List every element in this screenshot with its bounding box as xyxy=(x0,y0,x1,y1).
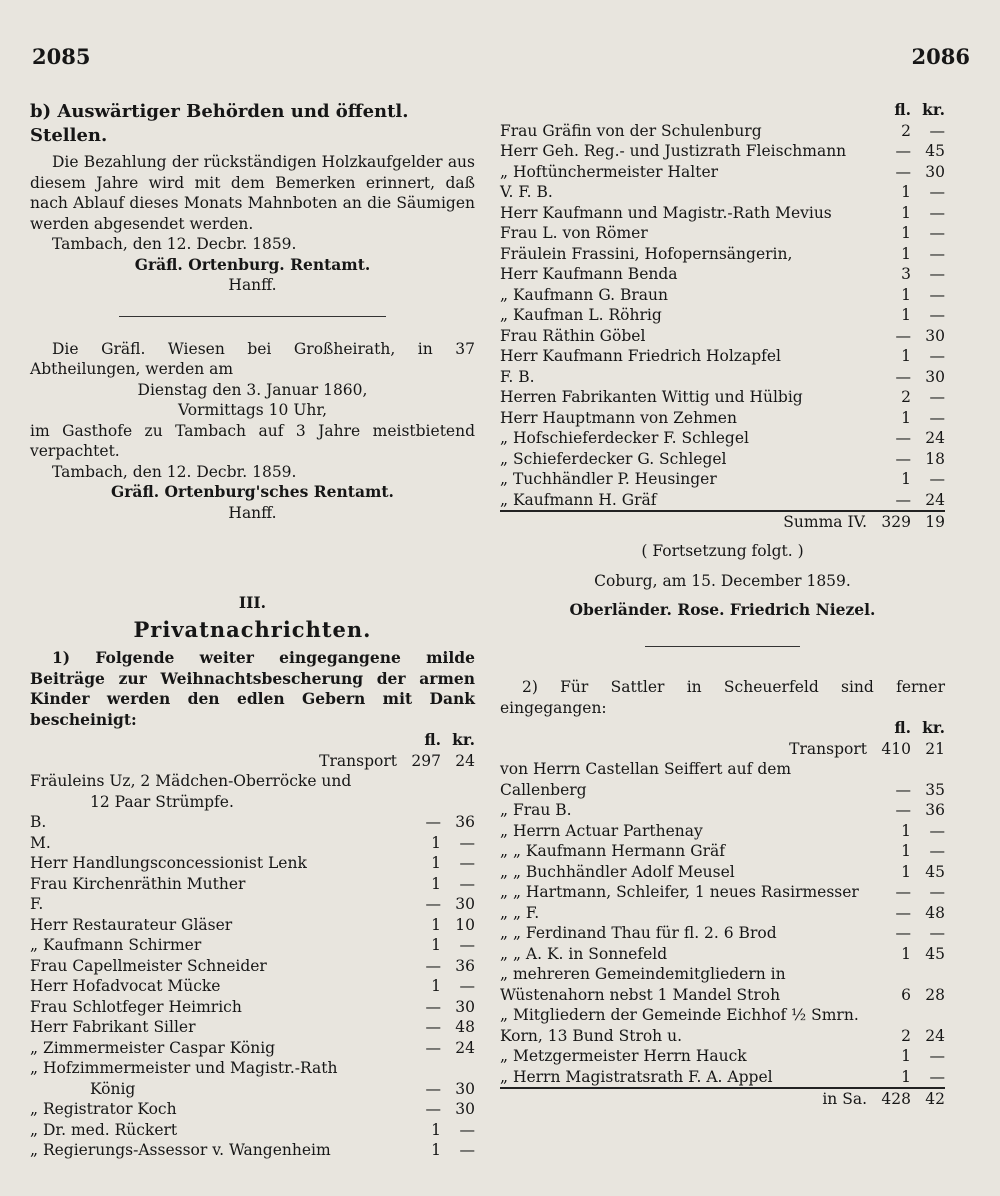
entry-label: „ „ Ferdinand Thau für fl. 2. 6 Brod xyxy=(500,924,777,942)
list-item xyxy=(30,997,475,1018)
list-item xyxy=(30,956,475,977)
list-item xyxy=(500,121,945,142)
summa-kr: 19 xyxy=(925,513,945,531)
entry-label: Fräuleins Uz, 2 Mädchen-Oberröcke und xyxy=(30,772,352,790)
total-row xyxy=(500,1087,945,1110)
list-item xyxy=(500,490,945,511)
entry-label: „ Herrn Actuar Parthenay xyxy=(500,821,703,840)
entry-kr: 24 xyxy=(925,429,945,447)
list-item xyxy=(500,862,945,883)
signatories: Oberländer. Rose. Friedrich Niezel. xyxy=(569,599,876,619)
entry-label: Frau Schlotfeger Heimrich xyxy=(30,997,242,1016)
transport-row xyxy=(30,751,475,772)
list-item xyxy=(500,821,945,842)
entry-fl: — xyxy=(895,142,911,160)
entry-kr: — xyxy=(929,842,945,860)
currency-header xyxy=(30,730,475,751)
entry-fl: 1 xyxy=(901,408,911,427)
entry-fl: 2 xyxy=(901,1026,911,1045)
entry-kr: — xyxy=(929,203,945,222)
left-column xyxy=(30,100,475,1161)
list-item xyxy=(500,244,945,265)
entry-kr: — xyxy=(929,347,945,365)
currency-kr: kr. xyxy=(922,718,945,737)
notice-signature: Hanff. xyxy=(228,503,277,522)
entry-fl: 6 xyxy=(901,985,911,1004)
entry-kr: — xyxy=(459,977,475,995)
entry-kr: — xyxy=(929,224,945,242)
transport-kr: 24 xyxy=(455,751,475,770)
entry-kr: 35 xyxy=(925,780,945,799)
entry-label: „ Frau B. xyxy=(500,801,572,819)
entry-label: „ Hofschieferdecker F. Schlegel xyxy=(500,429,749,447)
list-intro: 2) Für Sattler in Scheuerfeld sind ferner eingegangen: xyxy=(500,678,945,717)
entry-fl: — xyxy=(895,449,911,468)
entry-kr: — xyxy=(459,1141,475,1159)
notice-office: Gräfl. Ortenburg'sches Rentamt. xyxy=(111,482,394,501)
entry-label: „ Zimmermeister Caspar König xyxy=(30,1038,276,1057)
entry-kr: 30 xyxy=(925,367,945,386)
notice-text: Die Bezahlung der rückständigen Holzkaufgelder aus diesem Jahre wird mit dem Bemerken erinnert, daß nach Ablauf dieses Monats Mahnboten an die Säumigen werden abgesendet werden. xyxy=(30,153,475,233)
entry-label: Herr Kaufmann Friedrich Holzapfel xyxy=(500,347,781,365)
entry-kr: 10 xyxy=(455,915,475,934)
currency-fl: fl. xyxy=(424,730,441,749)
notice-office: Gräfl. Ortenburg. Rentamt. xyxy=(134,254,371,274)
list-item xyxy=(500,800,945,821)
list-item xyxy=(500,944,945,965)
entry-label: „ Metzgermeister Herrn Hauck xyxy=(500,1047,747,1065)
summa-fl: 329 xyxy=(881,513,911,531)
list-item xyxy=(30,874,475,895)
entry-label: Herr Handlungsconcessionist Lenk xyxy=(30,854,307,872)
entry-fl: 1 xyxy=(901,285,911,304)
entry-label: „ „ Buchhändler Adolf Meusel xyxy=(500,862,735,881)
list-item xyxy=(30,1017,475,1038)
entry-kr: — xyxy=(459,936,475,954)
entry-fl: — xyxy=(425,895,441,913)
donation-list xyxy=(500,759,945,1087)
list-item xyxy=(500,182,945,203)
entry-kr: 30 xyxy=(455,997,475,1016)
entry-fl: 1 xyxy=(431,1120,441,1139)
section-title: Privatnachrichten. xyxy=(133,616,372,642)
entry-kr: — xyxy=(459,874,475,893)
currency-kr: kr. xyxy=(452,730,475,749)
list-item xyxy=(500,964,945,1005)
entry-kr: 48 xyxy=(925,903,945,922)
entry-fl: 2 xyxy=(901,121,911,140)
page-number-left: 2085 xyxy=(32,44,91,69)
currency-header xyxy=(500,718,945,739)
entry-label: „ Hoftünchermeister Halter xyxy=(500,162,719,181)
entry-fl: 1 xyxy=(431,854,441,872)
currency-fl: fl. xyxy=(894,100,911,119)
entry-fl: — xyxy=(425,1100,441,1118)
entry-fl: — xyxy=(425,813,441,831)
entry-fl: — xyxy=(895,326,911,345)
list-item xyxy=(500,903,945,924)
entry-kr: 30 xyxy=(455,895,475,913)
entry-fl: 1 xyxy=(431,833,441,852)
entry-kr: — xyxy=(929,244,945,263)
entry-kr: 28 xyxy=(925,985,945,1004)
entry-fl: 1 xyxy=(901,1067,911,1086)
list-item xyxy=(30,853,475,874)
entry-label: Herr Kaufmann Benda xyxy=(500,265,678,283)
entry-fl: — xyxy=(425,1038,441,1057)
transport-fl: 297 xyxy=(411,751,441,770)
entry-label: „ „ F. xyxy=(500,903,540,922)
divider xyxy=(119,316,386,317)
transport-kr: 21 xyxy=(925,739,945,758)
list-item xyxy=(500,428,945,449)
entry-label: Frau L. von Römer xyxy=(500,224,648,242)
entry-label: F. B. xyxy=(500,367,535,386)
list-item xyxy=(500,162,945,183)
entry-fl: 1 xyxy=(431,977,441,995)
entry-kr: 18 xyxy=(925,449,945,468)
divider xyxy=(645,646,801,647)
entry-fl: 1 xyxy=(901,862,911,881)
entry-kr: 45 xyxy=(925,142,945,160)
entry-fl: 1 xyxy=(431,1141,441,1159)
entry-kr: 48 xyxy=(455,1018,475,1036)
section-number: III. xyxy=(238,593,267,612)
continuation-note: ( Fortsetzung folgt. ) xyxy=(641,541,804,560)
list-item xyxy=(500,141,945,162)
entry-label: König xyxy=(90,1079,136,1098)
entry-fl: 1 xyxy=(901,347,911,365)
entry-kr: — xyxy=(929,1067,945,1086)
transport-row xyxy=(500,739,945,760)
currency-header xyxy=(500,100,945,121)
list-item xyxy=(30,1058,475,1079)
entry-label: 12 Paar Strümpfe. xyxy=(90,792,234,811)
entry-label: „ „ Kaufmann Hermann Gräf xyxy=(500,842,725,860)
entry-kr: — xyxy=(929,924,945,942)
transport-fl: 410 xyxy=(881,739,911,758)
auction-time: Vormittags 10 Uhr, xyxy=(178,401,327,419)
summa-label: Summa IV. xyxy=(783,513,867,531)
entry-label: „ Herrn Magistratsrath F. A. Appel xyxy=(500,1067,773,1086)
list-item xyxy=(500,223,945,244)
list-intro: 1) Folgende weiter eingegangene milde Beiträge zur Weihnachtsbescherung der armen Kinder werden den edlen Gebern mit Dank bescheinigt: xyxy=(30,648,475,729)
entry-kr: — xyxy=(929,1047,945,1065)
entry-kr: — xyxy=(929,306,945,324)
entry-label: „ mehreren Gemeindemitgliedern in Wüstenahorn nebst 1 Mandel Stroh xyxy=(500,965,786,1004)
entry-fl: 1 xyxy=(901,244,911,263)
list-item xyxy=(30,935,475,956)
entry-label: „ Hofzimmermeister und Magistr.-Rath xyxy=(30,1059,338,1077)
entry-label: Herr Kaufmann und Magistr.-Rath Mevius xyxy=(500,203,832,222)
transport-label: Transport xyxy=(319,751,397,770)
list-item xyxy=(500,408,945,429)
entry-fl: 1 xyxy=(431,936,441,954)
list-item xyxy=(500,1046,945,1067)
entry-label: „ Dr. med. Rückert xyxy=(30,1120,178,1139)
donation-list xyxy=(30,771,475,1161)
entry-fl: — xyxy=(425,956,441,975)
list-item xyxy=(500,326,945,347)
section-heading: b) Auswärtiger Behörden und öffentl. Stellen. xyxy=(30,101,409,146)
entry-fl: — xyxy=(895,924,911,942)
entry-kr: — xyxy=(929,470,945,488)
list-item xyxy=(500,1005,945,1046)
entry-kr: — xyxy=(929,121,945,140)
entry-label: „ Registrator Koch xyxy=(30,1100,177,1118)
page-number-right: 2086 xyxy=(911,44,970,69)
entry-kr: — xyxy=(929,408,945,427)
list-item xyxy=(500,882,945,903)
entry-fl: 1 xyxy=(901,1047,911,1065)
entry-kr: — xyxy=(459,833,475,852)
notice-signature: Hanff. xyxy=(228,276,277,294)
entry-fl: 1 xyxy=(901,306,911,324)
list-item xyxy=(500,387,945,408)
list-item xyxy=(30,976,475,997)
entry-kr: 30 xyxy=(455,1100,475,1118)
entry-kr: — xyxy=(459,1120,475,1139)
entry-fl: 1 xyxy=(431,874,441,893)
list-item xyxy=(30,894,475,915)
entry-label: „ „ Hartmann, Schleifer, 1 neues Rasirmesser xyxy=(500,883,859,901)
entry-fl: 1 xyxy=(901,203,911,222)
list-item xyxy=(30,1120,475,1141)
list-item xyxy=(30,1140,475,1161)
list-item xyxy=(30,915,475,936)
entry-label: Frau Capellmeister Schneider xyxy=(30,956,267,975)
entry-fl: — xyxy=(895,903,911,922)
entry-fl: 1 xyxy=(901,224,911,242)
list-item xyxy=(30,1079,475,1100)
notice-text: im Gasthofe zu Tambach auf 3 Jahre meistbietend verpachtet. xyxy=(30,421,475,460)
entry-kr: 30 xyxy=(925,326,945,345)
entry-fl: — xyxy=(425,997,441,1016)
entry-kr: — xyxy=(929,285,945,304)
list-item xyxy=(30,812,475,833)
entry-kr: 30 xyxy=(925,162,945,181)
notice-text: Die Gräfl. Wiesen bei Großheirath, in 37 Abtheilungen, werden am xyxy=(30,339,475,378)
list-item xyxy=(500,264,945,285)
entry-label: Frau Räthin Göbel xyxy=(500,326,646,345)
summa-row xyxy=(500,510,945,533)
transport-label: Transport xyxy=(789,739,867,758)
list-item xyxy=(500,759,945,800)
entry-fl: — xyxy=(895,490,911,509)
auction-date: Dienstag den 3. Januar 1860, xyxy=(137,380,368,399)
entry-label: „ Mitgliedern der Gemeinde Eichhof ½ Smrn. Korn, 13 Bund Stroh u. xyxy=(500,1006,859,1045)
entry-label: Fräulein Frassini, Hofopernsängerin, xyxy=(500,244,793,263)
entry-label: M. xyxy=(30,833,51,852)
entry-kr: — xyxy=(929,183,945,201)
entry-fl: — xyxy=(895,801,911,819)
entry-label: Herr Hauptmann von Zehmen xyxy=(500,408,737,427)
entry-label: „ Regierungs-Assessor v. Wangenheim xyxy=(30,1141,331,1159)
list-item xyxy=(500,923,945,944)
entry-label: Herr Hofadvocat Mücke xyxy=(30,977,221,995)
currency-fl: fl. xyxy=(894,718,911,737)
entry-label: Herr Geh. Reg.- und Justizrath Fleischmann xyxy=(500,142,847,160)
entry-fl: 1 xyxy=(901,183,911,201)
total-kr: 42 xyxy=(925,1090,945,1108)
entry-label: V. F. B. xyxy=(500,183,553,201)
entry-label: F. xyxy=(30,895,44,913)
entry-kr: 24 xyxy=(455,1038,475,1057)
donation-list xyxy=(500,121,945,511)
entry-label: „ Kaufmann Schirmer xyxy=(30,936,202,954)
entry-fl: — xyxy=(895,780,911,799)
entry-kr: 45 xyxy=(925,944,945,963)
list-item xyxy=(500,1067,945,1088)
entry-label: von Herrn Castellan Seiffert auf dem Callenberg xyxy=(500,760,792,799)
entry-kr: — xyxy=(929,388,945,406)
entry-fl: 2 xyxy=(901,388,911,406)
entry-fl: — xyxy=(425,1018,441,1036)
right-column xyxy=(500,100,945,1110)
entry-fl: 1 xyxy=(901,470,911,488)
entry-kr: 45 xyxy=(925,862,945,881)
currency-kr: kr. xyxy=(922,100,945,119)
entry-kr: — xyxy=(929,883,945,901)
entry-label: Frau Gräfin von der Schulenburg xyxy=(500,121,762,140)
list-item xyxy=(500,203,945,224)
list-item xyxy=(500,841,945,862)
list-item xyxy=(30,1038,475,1059)
entry-label: „ Kaufmann G. Braun xyxy=(500,285,669,304)
list-item xyxy=(30,792,475,813)
list-item xyxy=(500,346,945,367)
entry-kr: — xyxy=(929,821,945,840)
list-item xyxy=(500,469,945,490)
entry-label: B. xyxy=(30,813,47,831)
entry-kr: — xyxy=(459,854,475,872)
list-item xyxy=(30,771,475,792)
entry-kr: 30 xyxy=(455,1079,475,1098)
entry-fl: 1 xyxy=(901,944,911,963)
entry-fl: 3 xyxy=(901,265,911,283)
notice-place-date: Tambach, den 12. Decbr. 1859. xyxy=(52,462,297,481)
entry-fl: — xyxy=(425,1079,441,1098)
place-date: Coburg, am 15. December 1859. xyxy=(594,572,851,590)
list-item xyxy=(500,367,945,388)
list-item xyxy=(500,305,945,326)
list-item xyxy=(30,1099,475,1120)
entry-kr: 24 xyxy=(925,1026,945,1045)
entry-kr: 36 xyxy=(455,813,475,831)
list-item xyxy=(500,449,945,470)
total-fl: 428 xyxy=(881,1090,911,1108)
entry-label: „ „ A. K. in Sonnefeld xyxy=(500,944,668,963)
entry-fl: 1 xyxy=(901,821,911,840)
notice-place-date: Tambach, den 12. Decbr. 1859. xyxy=(52,235,297,253)
entry-fl: 1 xyxy=(431,915,441,934)
entry-kr: 24 xyxy=(925,490,945,509)
list-item xyxy=(30,833,475,854)
total-label: in Sa. xyxy=(822,1090,867,1108)
list-item xyxy=(500,285,945,306)
entry-kr: — xyxy=(929,265,945,283)
entry-fl: — xyxy=(895,429,911,447)
entry-fl: — xyxy=(895,367,911,386)
entry-label: Herr Fabrikant Siller xyxy=(30,1018,196,1036)
entry-label: Herren Fabrikanten Wittig und Hülbig xyxy=(500,388,803,406)
entry-label: Frau Kirchenräthin Muther xyxy=(30,874,246,893)
entry-label: „ Kaufman L. Röhrig xyxy=(500,306,662,324)
entry-fl: — xyxy=(895,883,911,901)
entry-fl: 1 xyxy=(901,842,911,860)
entry-kr: 36 xyxy=(925,801,945,819)
entry-fl: — xyxy=(895,162,911,181)
entry-kr: 36 xyxy=(455,956,475,975)
entry-label: „ Tuchhändler P. Heusinger xyxy=(500,470,717,488)
entry-label: Herr Restaurateur Gläser xyxy=(30,915,233,934)
entry-label: „ Kaufmann H. Gräf xyxy=(500,490,657,509)
entry-label: „ Schieferdecker G. Schlegel xyxy=(500,449,727,468)
